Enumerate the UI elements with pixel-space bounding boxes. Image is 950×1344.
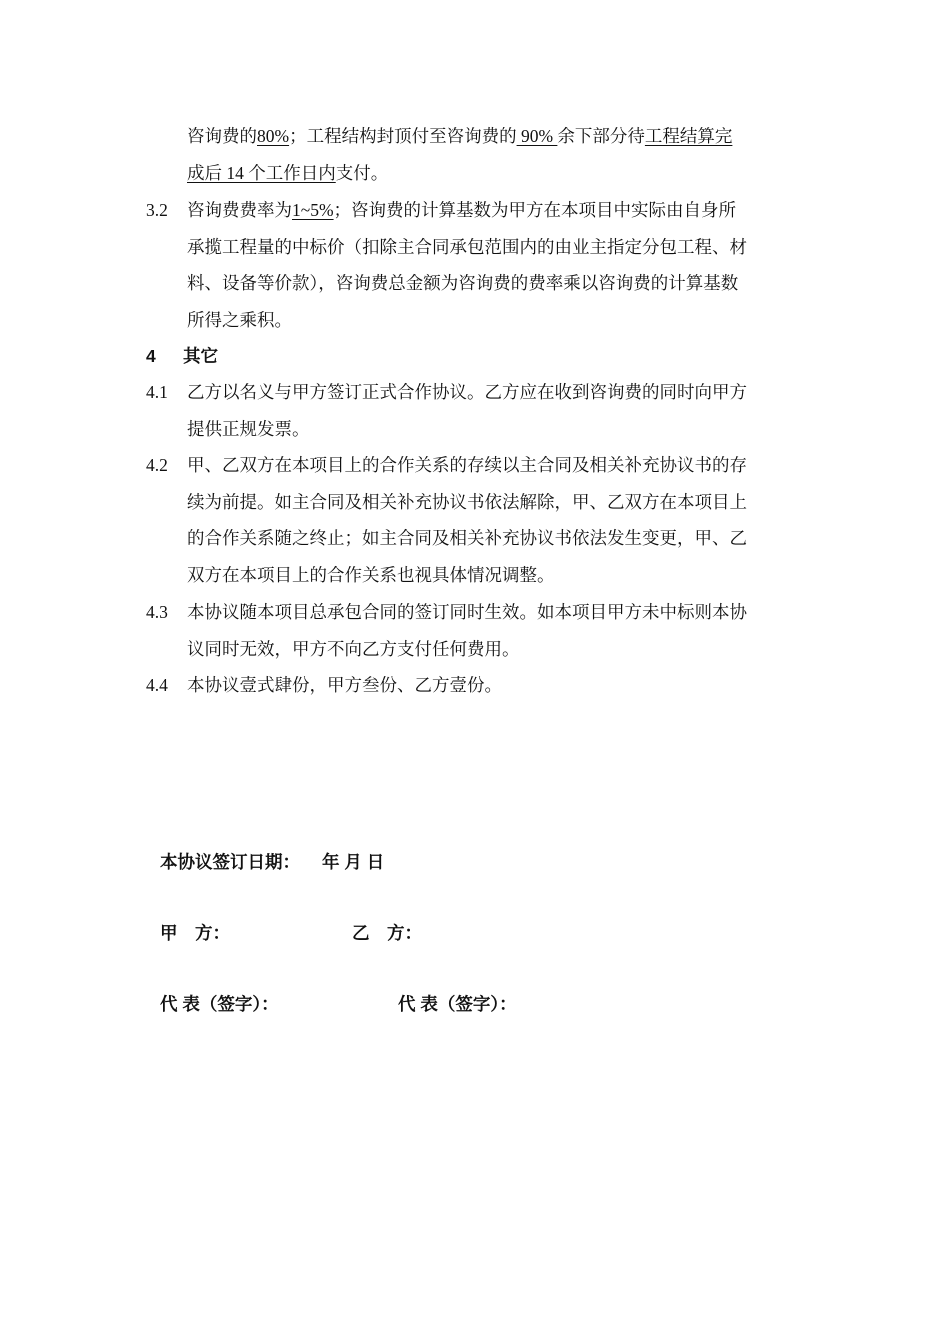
clause-3-1-continuation	[187, 118, 807, 191]
clause-3-2	[187, 192, 807, 339]
text-fragment: 咨询费的	[187, 126, 257, 146]
party-a-label: 甲 方：	[160, 923, 230, 943]
clause-number: 4.3	[146, 602, 168, 622]
clause-number: 4.1	[146, 382, 168, 402]
clause-line: 的合作关系随之终止；如主合同及相关补充协议书依法发生变更，甲、乙	[187, 528, 747, 549]
clause-line: 议同时无效，甲方不向乙方支付任何费用。	[187, 638, 520, 659]
clause-line: 本协议随本项目总承包合同的签订同时生效。如本项目甲方未中标则本协	[187, 602, 747, 622]
clause-line: 所得之乘积。	[187, 310, 292, 331]
party-a-representative-label: 代 表（签字）：	[160, 994, 279, 1014]
underlined-text: 工程结算完	[644, 126, 733, 146]
underlined-percent: 80%	[257, 126, 290, 146]
underlined-text: 成后 14 个工作日内	[187, 162, 336, 183]
underlined-rate: 1~5%	[292, 200, 334, 220]
clause-line: 提供正规发票。	[187, 418, 310, 439]
signing-date-label: 本协议签订日期：	[160, 852, 300, 872]
underlined-percent: 90%	[516, 126, 558, 146]
clause-line: 甲、乙双方在本项目上的合作关系的存续以主合同及相关补充协议书的存	[187, 455, 747, 475]
text-fragment: ；咨询费的计算基数为甲方在本项目中实际由自身所	[333, 200, 737, 220]
text-fragment: 咨询费费率为	[187, 200, 292, 220]
clause-line	[187, 192, 807, 229]
party-b-label: 乙 方：	[352, 923, 422, 943]
clause-number: 4.4	[146, 675, 168, 695]
clause-4-3	[187, 594, 807, 667]
text-fragment: 余下部分待	[557, 126, 645, 146]
section-number: 4	[146, 346, 156, 366]
signing-date-value: 年 月 日	[322, 852, 385, 872]
clause-line: 双方在本项目上的合作关系也视具体情况调整。	[187, 565, 555, 586]
clause-line: 承揽工程量的中标价（扣除主合同承包范围内的由业主指定分包工程、材	[187, 236, 747, 257]
clause-4-1	[187, 374, 807, 447]
clause-4-4	[187, 667, 807, 704]
party-b-representative-label: 代 表（签字）：	[398, 994, 517, 1014]
text-fragment: 支付。	[335, 162, 389, 183]
clause-line: 本协议壹式肆份，甲方叁份、乙方壹份。	[187, 675, 502, 695]
clause-3-1-line-2	[187, 155, 807, 192]
clause-4-2	[187, 447, 807, 594]
text-fragment: ；工程结构封顶付至咨询费的	[289, 126, 517, 146]
clause-number: 3.2	[146, 200, 168, 220]
clause-line: 乙方以名义与甲方签订正式合作协议。乙方应在收到咨询费的同时向甲方	[187, 382, 747, 402]
clause-number: 4.2	[146, 455, 168, 475]
clause-3-1-line-1	[187, 118, 807, 155]
clause-line: 料、设备等价款），咨询费总金额为咨询费的费率乘以咨询费的计算基数	[187, 273, 739, 294]
section-title: 其它	[183, 346, 218, 366]
clause-line: 续为前提。如主合同及相关补充协议书依法解除，甲、乙双方在本项目上	[187, 491, 747, 512]
